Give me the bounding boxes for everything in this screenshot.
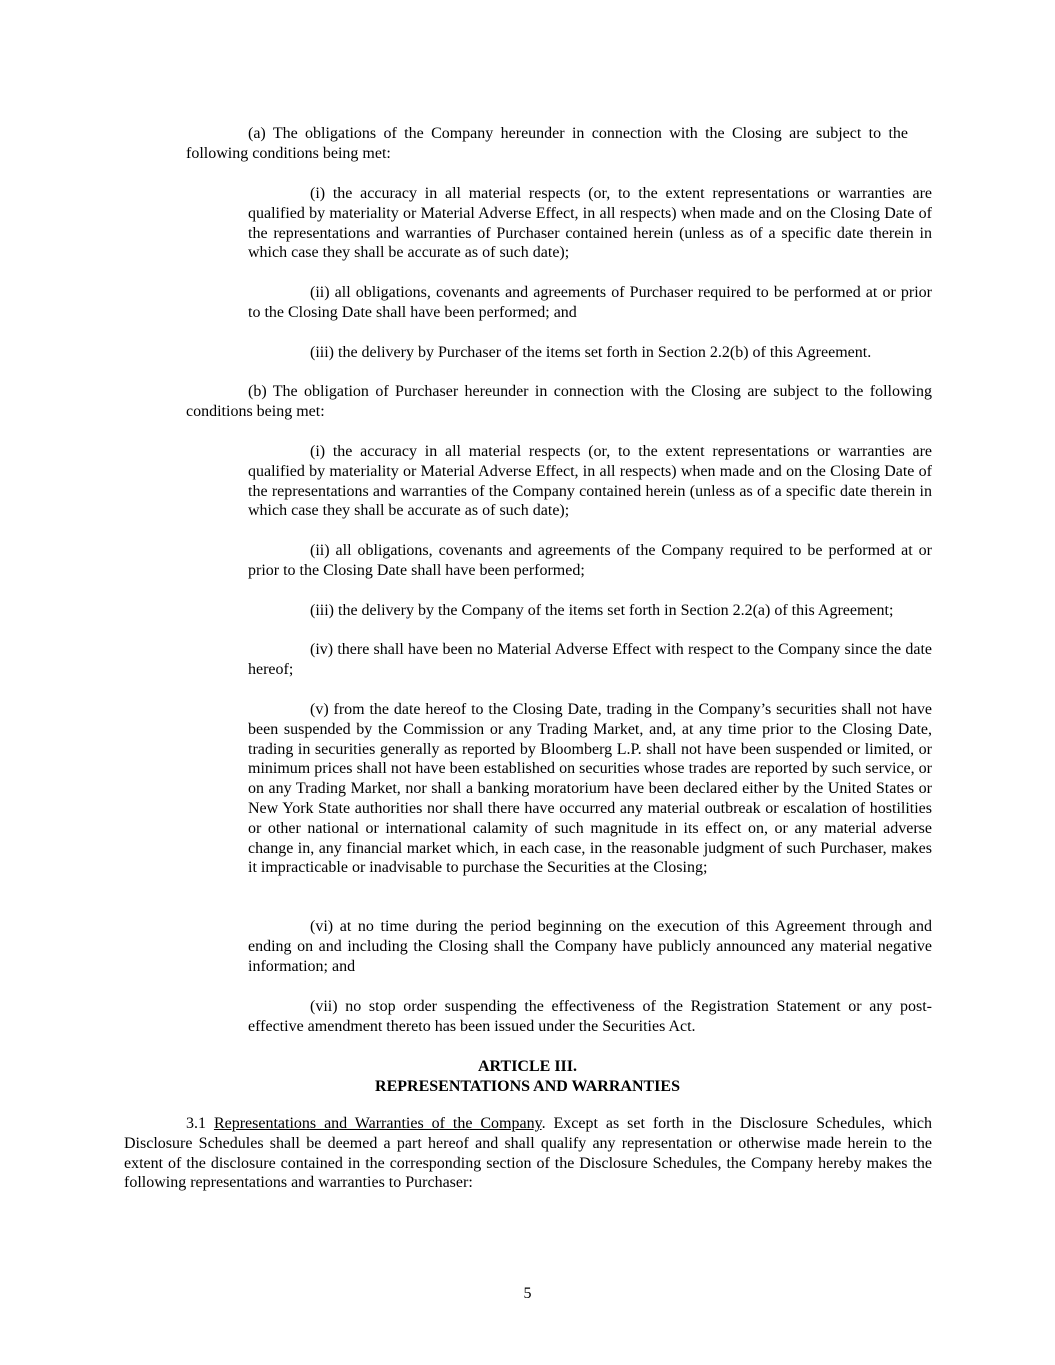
section-b-item-vii: (vii) no stop order suspending the effectiveness of the Registration Statement or any post-effective amendment thereto has been issued under the Securities Act.: [248, 998, 932, 1035]
section-b-item-v: (v) from the date hereof to the Closing Date, trading in the Company’s securities shall not have been suspended by the Commission or any Trading Market, and, at any time prior to the Closing Date, trading in securities generally as reported by Bloomberg L.P. shall not have been suspended or limited, or minimum prices shall not have been established on securities whose trades are reported by such service, or on any Trading Market, nor shall a banking moratorium have been declared either by the United States or New York State authorities nor shall there have occurred any material outbreak or escalation of hostilities or other national or international calamity of such magnitude in its effect on, or any material adverse change in, any financial market which, in each case, in the reasonable judgment of such Purchaser, makes it impracticable or inadvisable to purchase the Securities at the Closing;: [248, 701, 932, 877]
article-number: ARTICLE III.: [477, 1058, 578, 1075]
section-a-item-i: (i) the accuracy in all material respects (or, to the extent representations or warranties are qualified by materiality or Material Adverse Effect, in all respects) when made and on the Closing Date of the representations and warranties of Purchaser contained herein (unless as of a specific date therein in which case they shall be accurate as of such date);: [248, 185, 932, 262]
section-a-item-ii: (ii) all obligations, covenants and agreements of Purchaser required to be performed at or prior to the Closing Date shall have been performed; and: [248, 284, 932, 321]
section-b-item-iv: (iv) there shall have been no Material Adverse Effect with respect to the Company since the date hereof;: [248, 641, 932, 678]
article-title: REPRESENTATIONS AND WARRANTIES: [375, 1078, 680, 1095]
section-3-1-paragraph: [124, 1114, 932, 1193]
section-3-1-heading: Representations and Warranties of the Company: [213, 1115, 542, 1132]
section-a-item-iii: (iii) the delivery by Purchaser of the items set forth in Section 2.2(b) of this Agreement.: [310, 344, 872, 361]
section-a-intro: (a) The obligations of the Company hereunder in connection with the Closing are subject to the following conditions being met:: [186, 125, 908, 162]
section-b-item-iii: (iii) the delivery by the Company of the items set forth in Section 2.2(a) of this Agreement;: [310, 602, 894, 619]
section-b-item-i: (i) the accuracy in all material respects (or, to the extent representations or warranties are qualified by materiality or Material Adverse Effect, in all respects) when made and on the Closing Date of the representations and warranties of the Company contained herein (unless as of a specific date therein in which case they shall be accurate as of such date);: [248, 443, 932, 520]
section-b-intro: (b) The obligation of Purchaser hereunder in connection with the Closing are subject to the following conditions being met:: [186, 383, 932, 420]
section-3-1-number: 3.1: [186, 1115, 214, 1132]
page-number: 5: [523, 1285, 532, 1302]
section-b-item-vi: (vi) at no time during the period beginning on the execution of this Agreement through and ending on and including the Closing shall the Company have publicly announced any material negative information; and: [248, 918, 932, 975]
section-3-1-text: . Except as set forth in the Disclosure Schedules, which Disclosure Schedules shall be deemed a part hereof and shall qualify any representation or otherwise made herein to the extent of the disclosure contained in the corresponding section of the Disclosure Schedules, the Company hereby makes the following representations and warranties to Purchaser:: [124, 1115, 933, 1192]
section-b-item-ii: (ii) all obligations, covenants and agreements of the Company required to be performed at or prior to the Closing Date shall have been performed;: [248, 542, 932, 579]
